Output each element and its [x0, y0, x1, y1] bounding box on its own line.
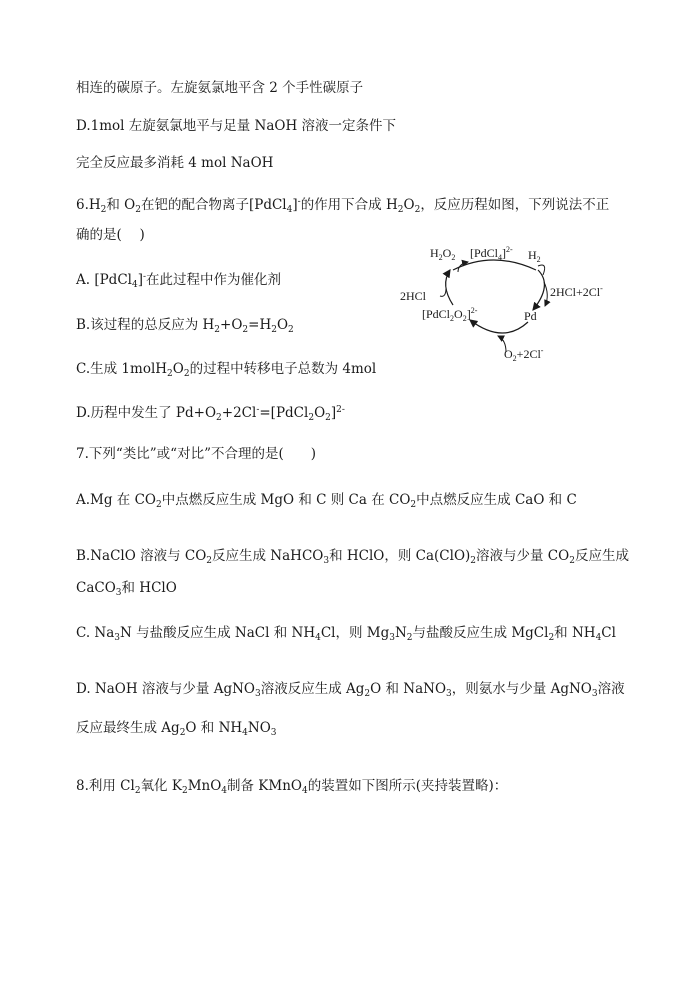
label-pdcl2o2: $[PdCl_2O_2]^{2-}$: [422, 306, 478, 323]
cycle-arc-left: [446, 270, 453, 305]
option-7b-cont: CaCO$_3$和 HClO: [76, 580, 177, 598]
label-hcl-right: 2HCl+2Cl-: [550, 284, 603, 299]
cycle-arc-right: [533, 270, 544, 310]
h2o2-out-arrow: [458, 262, 468, 272]
question-8-stem: 8.利用 $Cl_2$氧化 $K_2MnO_4$制备 KMnO$_4$的装置如下图所示(夹持装置略)：: [76, 778, 508, 796]
line-naoh-consumption: 完全反应最多消耗 4 mol NaOH: [76, 155, 274, 171]
option-6b: B.该过程的总反应为 $H_2+O_2=H_2O_2$: [76, 317, 294, 335]
option-6c: C.生成 $1molH_2O_2$的过程中转移电子总数为 4mol: [76, 361, 377, 379]
line-amlodipine-chiral: 相连的碳原子。左旋氨氯地平含 2 个手性碳原子: [76, 80, 364, 96]
label-pd: Pd: [524, 309, 537, 323]
question-6-stem: $6.H_2$和 $O_2$在钯的配合物离子[PdCl$_4$]-的作用下合成 $H_2O_2$，反应历程如图，下列说法不正: [76, 197, 610, 215]
option-6d: D.历程中发生了 $Pd+O_2+2Cl^-=[PdCl_2O_2]^{2-}$: [76, 405, 345, 423]
label-h2o2: $H_2O_2$: [430, 246, 456, 262]
question-6-stem-cont: 确的是( ): [76, 227, 145, 243]
hcl-in-arrow: [440, 288, 446, 296]
option-7a: A.Mg 在 $CO_2$中点燃反应生成 MgO 和 C 则 Ca 在 $CO_2$中点燃反应生成 CaO 和 C: [76, 492, 577, 510]
label-o2-cl: $O_2+2Cl^-$: [504, 346, 544, 363]
option-7d: D. NaOH 溶液与少量 AgNO$_3$溶液反应生成 $Ag_2O$ 和 NaNO$_3$，则氨水与少量 AgNO$_3$溶液: [76, 681, 625, 699]
reaction-cycle-diagram: [398, 240, 620, 370]
option-7c: C. $Na_3N$ 与盐酸反应生成 NaCl 和 $NH_4Cl$，则 $Mg_3N_2$与盐酸反应生成 MgCl$_2$和 $NH_4Cl$: [76, 625, 616, 643]
option-6a: A. [PdCl$_4$]-在此过程中作为催化剂: [76, 272, 282, 290]
option-7b: B.NaClO 溶液与 $CO_2$反应生成 NaHCO$_3$和 HClO，则 $Ca(ClO)_2$溶液与少量 $CO_2$反应生成: [76, 548, 629, 566]
cycle-arc-bottom: [470, 320, 528, 333]
label-h2: $H_2$: [528, 248, 541, 264]
label-hcl-left: 2HCl: [400, 289, 427, 303]
option-7d-cont: 反应最终生成 $Ag_2O$ 和 $NH_4NO_3$: [76, 720, 277, 738]
cycle-arc-top: [453, 260, 536, 270]
question-7-stem: 7.下列“类比”或“对比”不合理的是( ): [76, 446, 317, 462]
label-pdcl4: [PdCl$_4$]$^{2-}$: [470, 245, 513, 262]
option-d-naoh: D.1mol 左旋氨氯地平与足量 NaOH 溶液一定条件下: [76, 118, 397, 134]
